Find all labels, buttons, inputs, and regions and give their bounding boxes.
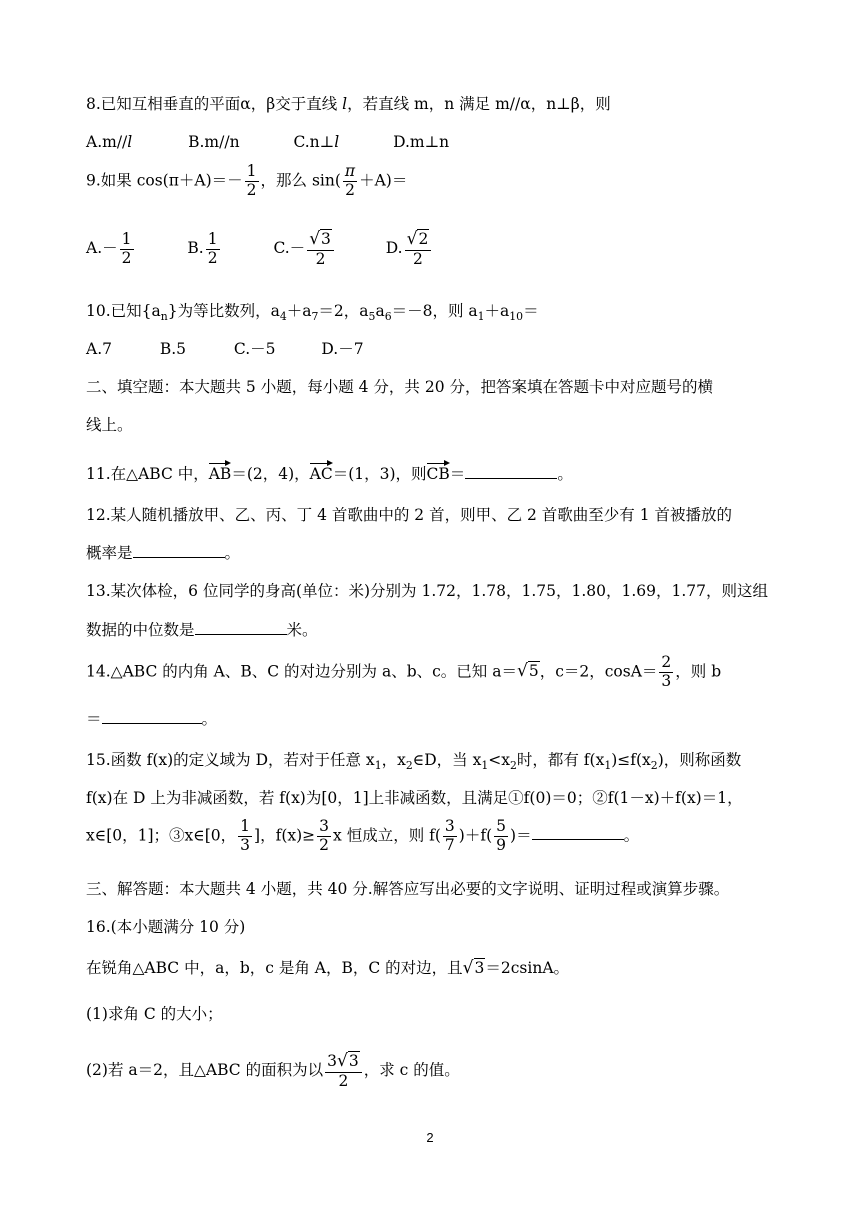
q9-stem: 9.如果 cos(π＋A)＝－ $\frac{1}{2}$ ，那么 sin( $\frac{\pi}{2}$ ＋A)＝ [86, 162, 408, 199]
q10-option-d: D.－7 [321, 340, 364, 358]
q9-option-a: A.－ $\frac{1}{2}$ [86, 229, 132, 267]
q12-stem-cont: 概率是 。 [86, 544, 241, 562]
answer-blank[interactable] [102, 722, 202, 724]
q12-stem: 12.某人随机播放甲、乙、丙、丁 4 首歌曲中的 2 首，则甲、乙 2 首歌曲至少有 1 首被播放的 [86, 506, 733, 524]
vector-ab: AB [208, 465, 232, 483]
q10-stem: 10.已知$\{a_n\}$为等比数列，$a_4+a_7=2$，$a_5a_6=-8$，则 $a_1+a_{10}=$ [86, 302, 539, 324]
q14-stem-cont: ＝ 。 [86, 710, 218, 728]
q13-stem: 13.某次体检，6 位同学的身高(单位：米)分别为 1.72，1.78，1.75，1.80，1.69，1.77，则这组 [86, 582, 769, 600]
q8-stem: 8.已知互相垂直的平面α，β交于直线 l，若直线 m，n 满足 m//α，n⊥β，则 [86, 95, 611, 113]
q15-stem-cont: f(x)在 D 上为非减函数，若 f(x)为[0，1]上非减函数，且满足①f(0)＝0；②f(1－x)＋f(x)＝1， [86, 789, 743, 807]
q8-option-a: A.m//l [86, 133, 133, 151]
q15-stem: 15.函数 f(x)的定义域为 D，若对于任意 $x_1$，$x_2\in D$，当 $x_1<x_2$时，都有 $f(x_1)\le f(x_2)$，则称函数 [86, 751, 742, 773]
answer-blank[interactable] [465, 477, 557, 479]
page-number: 2 [426, 1130, 434, 1145]
section2-heading-cont: 线上。 [86, 416, 133, 434]
q10-options [86, 342, 364, 358]
vector-cb: CB [426, 465, 450, 483]
q16-part2: (2)若 a＝2，且△ABC 的面积为以 $\frac{3√3}{2}$ ，求 c 的值。 [86, 1051, 460, 1090]
q9-options [86, 230, 433, 268]
vector-ac: AC [309, 465, 333, 483]
q10-option-b: B.5 [159, 340, 187, 358]
q8-option-d: D.m⊥n [393, 133, 450, 151]
q8-options [86, 135, 449, 151]
q16-part1: (1)求角 C 的大小； [86, 1005, 223, 1023]
q10-option-c: C.－5 [233, 340, 276, 358]
q14-stem: 14.△ABC 的内角 A、B、C 的对边分别为 a、b、c。已知 a＝√5，c＝2，cosA＝ $\frac{2}{3}$ ，则 b [86, 653, 722, 690]
section2-heading: 二、填空题：本大题共 5 小题，每小题 4 分，共 20 分，把答案填在答题卡中对应题号的横 [86, 378, 714, 396]
q9-option-b: B. $\frac{1}{2}$ [187, 229, 218, 267]
q11-stem: 11.在△ABC 中，AB＝(2，4)，AC＝(1，3)，则CB＝ 。 [86, 465, 573, 483]
answer-blank[interactable] [195, 633, 287, 635]
q8-option-c: C.n⊥l [293, 133, 340, 151]
answer-blank[interactable] [532, 838, 624, 840]
q13-stem-cont: 数据的中位数是 米。 [86, 621, 318, 639]
section3-heading: 三、解答题：本大题共 4 小题，共 40 分.解答应写出必要的文字说明、证明过程或演算步骤。 [86, 880, 730, 898]
q16-title: 16.(本小题满分 10 分) [86, 918, 246, 936]
q9-option-d: D. $\frac{√2}{2}$ [386, 239, 434, 257]
q10-option-a: A.7 [86, 340, 112, 358]
answer-blank[interactable] [133, 556, 225, 558]
q15-stem-cont2: x∈[0，1]；③x∈[0， $\frac{1}{3}$ ]，f(x)≥ $\frac{3}{2}$ x 恒成立，则 f( $\frac{3}{7}$ )＋f( $\frac{5}{9}$ )＝ 。 [86, 817, 640, 854]
q16-stem: 在锐角△ABC 中，a，b，c 是角 A，B，C 的对边，且√3＝2csinA。 [86, 958, 570, 978]
q9-option-c: C.－ $\frac{√3}{2}$ [273, 239, 335, 257]
q8-option-b: B.m//n [188, 133, 240, 151]
